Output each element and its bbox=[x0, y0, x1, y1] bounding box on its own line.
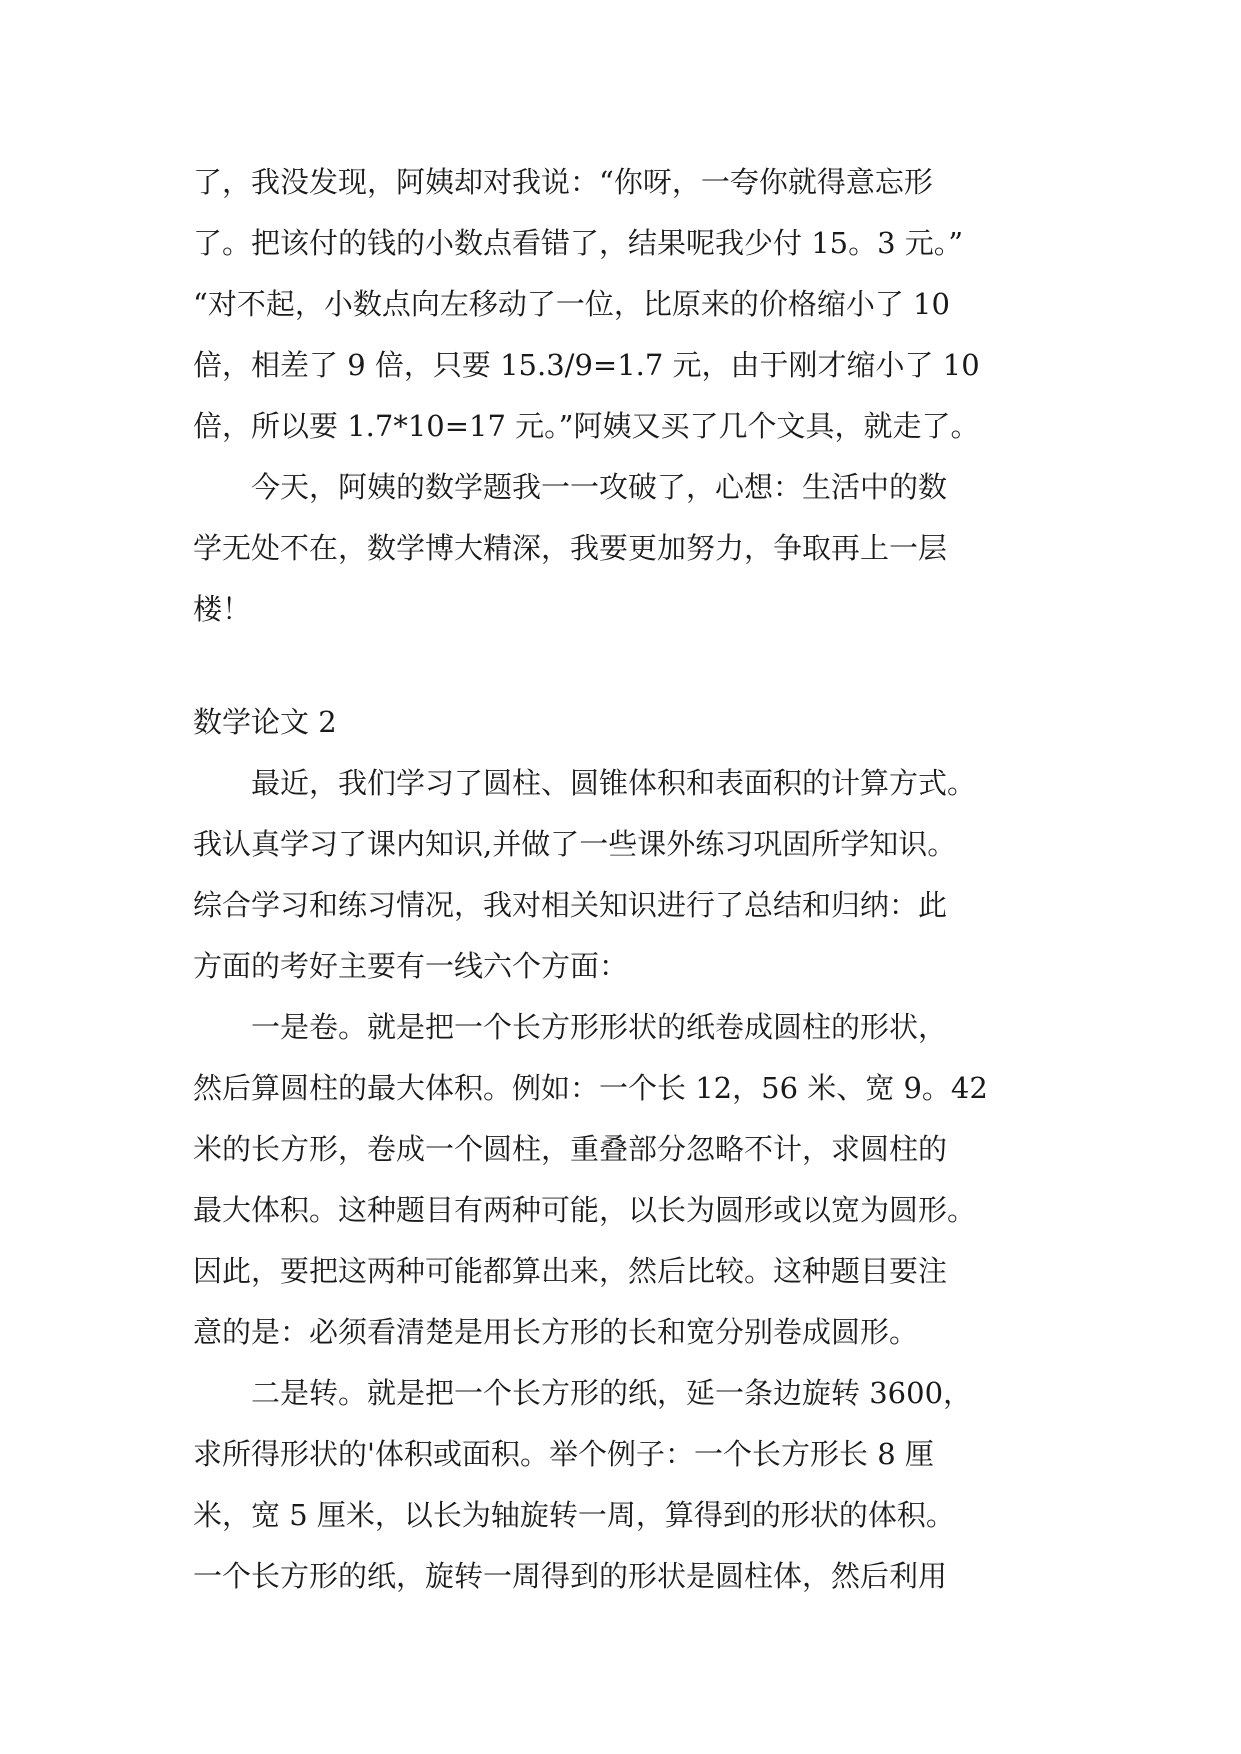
paragraph-line: 了，我没发现，阿姨却对我说：“你呀，一夸你就得意忘形 bbox=[193, 165, 933, 199]
section-heading: 数学论文 2 bbox=[193, 705, 337, 739]
paragraph-line: 综合学习和练习情况，我对相关知识进行了总结和归纳：此 bbox=[193, 888, 948, 922]
paragraph-line: 楼！ bbox=[193, 592, 252, 626]
paragraph-line: 二是转。就是把一个长方形的纸，延一条边旋转 3600， bbox=[251, 1376, 973, 1410]
paragraph-line: 求所得形状的'体积或面积。举个例子：一个长方形长 8 厘 bbox=[193, 1437, 934, 1471]
paragraph-line: 倍，相差了 9 倍，只要 15.3/9=1.7 元，由于刚才缩小了 10 bbox=[193, 348, 980, 382]
paragraph-line: 学无处不在，数学博大精深，我要更加努力，争取再上一层 bbox=[193, 531, 948, 565]
paragraph-line: 最近，我们学习了圆柱、圆锥体积和表面积的计算方式。 bbox=[251, 766, 977, 800]
paragraph-line: 米的长方形，卷成一个圆柱，重叠部分忽略不计，求圆柱的 bbox=[193, 1132, 948, 1166]
paragraph-line: 然后算圆柱的最大体积。例如：一个长 12，56 米、宽 9。42 bbox=[193, 1071, 988, 1105]
paragraph-line: 我认真学习了课内知识,并做了一些课外练习巩固所学知识。 bbox=[193, 827, 957, 861]
paragraph-line: 方面的考好主要有一线六个方面： bbox=[193, 949, 629, 983]
section-2-text bbox=[193, 692, 1048, 1607]
paragraph-line: 今天，阿姨的数学题我一一攻破了，心想：生活中的数 bbox=[251, 470, 948, 504]
paragraph-line: “对不起，小数点向左移动了一位，比原来的价格缩小了 10 bbox=[193, 287, 950, 321]
paragraph-line: 意的是：必须看清楚是用长方形的长和宽分别卷成圆形。 bbox=[193, 1315, 919, 1349]
paragraph-line: 最大体积。这种题目有两种可能，以长为圆形或以宽为圆形。 bbox=[193, 1193, 977, 1227]
paragraph-line: 倍，所以要 1.7*10=17 元。”阿姨又买了几个文具，就走了。 bbox=[193, 409, 980, 443]
section-1-text bbox=[193, 152, 1048, 640]
paragraph-line: 了。把该付的钱的小数点看错了，结果呢我少付 15。3 元。” bbox=[193, 226, 964, 260]
paragraph-line: 一个长方形的纸，旋转一周得到的形状是圆柱体，然后利用 bbox=[193, 1559, 948, 1593]
paragraph-line: 米，宽 5 厘米，以长为轴旋转一周，算得到的形状的体积。 bbox=[193, 1498, 955, 1532]
paragraph-line: 一是卷。就是把一个长方形形状的纸卷成圆柱的形状， bbox=[251, 1010, 948, 1044]
paragraph-line: 因此，要把这两种可能都算出来，然后比较。这种题目要注 bbox=[193, 1254, 948, 1288]
